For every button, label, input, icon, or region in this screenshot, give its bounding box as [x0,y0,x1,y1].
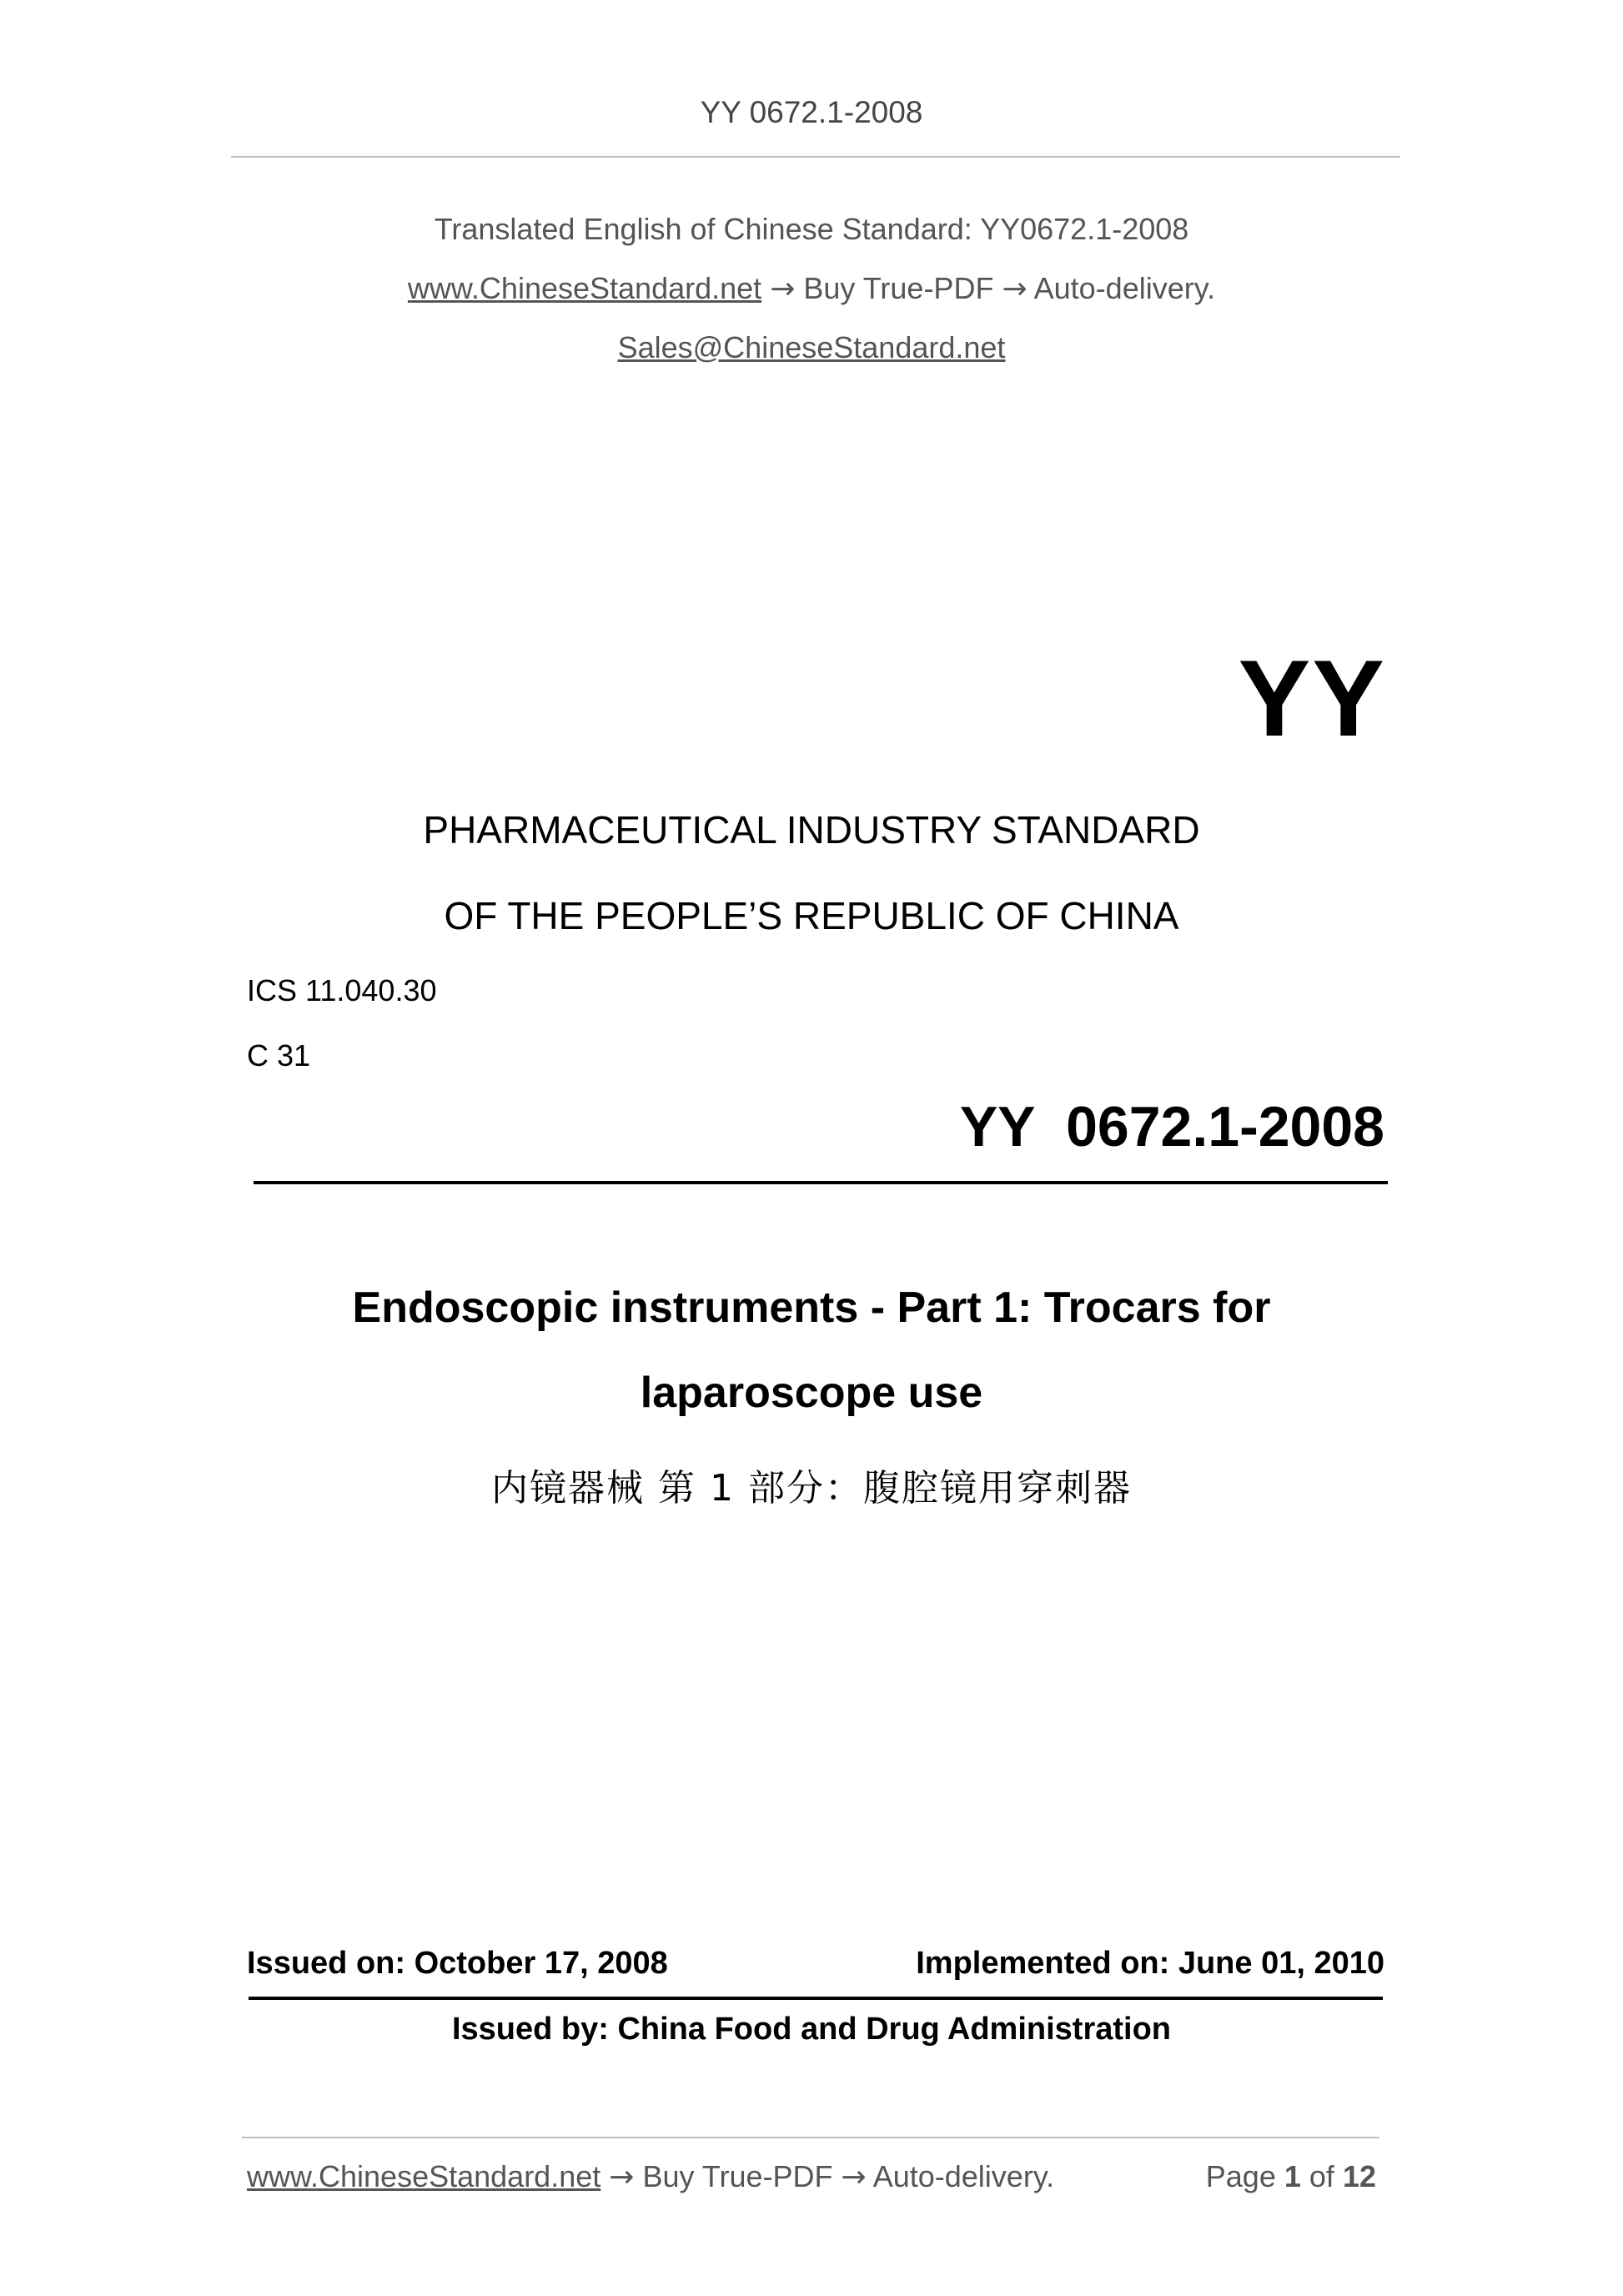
page-word: Page [1205,2159,1276,2193]
buy-text: Buy True-PDF [803,271,994,305]
ccs-code: C 31 [247,1038,311,1073]
document-title-line2: laparoscope use [640,1369,983,1417]
delivery-text: Auto-delivery. [1033,271,1216,305]
page-current: 1 [1284,2159,1301,2193]
running-header: YY 0672.1-2008 [700,95,923,129]
of-word: of [1309,2159,1334,2193]
standard-type-line2: OF THE PEOPLE’S REPUBLIC OF CHINA [444,894,1179,937]
promo-email-line [0,330,1623,365]
right-arrow-icon: → [609,2160,635,2194]
right-arrow-icon: → [1002,272,1028,306]
standard-type-line1: PHARMACEUTICAL INDUSTRY STANDARD [423,808,1200,852]
email-link[interactable]: Sales@ChineseStandard.net [617,330,1006,364]
footer-site-link[interactable]: www.ChineseStandard.net [247,2159,601,2193]
issued-date: Issued on: October 17, 2008 [247,1946,668,1981]
footer-delivery-text: Auto-delivery. [872,2159,1055,2193]
document-title-line1: Endoscopic instruments - Part 1: Trocars for [352,1284,1271,1332]
footer-buy-text: Buy True-PDF [642,2159,833,2193]
ics-code: ICS 11.040.30 [247,973,437,1007]
standard-code-mark: YY [1238,637,1386,759]
standard-number: YY 0672.1-2008 [959,1095,1384,1158]
page-indicator [1206,2159,1376,2194]
standard-number-rule [254,1181,1388,1184]
page-total: 12 [1342,2159,1376,2193]
issue-rule [249,1997,1383,2000]
issuing-authority: Issued by: China Food and Drug Administration [451,2012,1172,2047]
right-arrow-icon: → [841,2160,867,2194]
promo-translated-line: Translated English of Chinese Standard: YY0672.1-2008 [434,212,1189,246]
site-link[interactable]: www.ChineseStandard.net [407,271,762,305]
document-title-chinese: 内镜器械 第 1 部分：腹腔镜用穿刺器 [491,1467,1132,1510]
footer-divider [242,2137,1379,2138]
implemented-date: Implemented on: June 01, 2010 [916,1946,1384,1981]
footer-promo [247,2159,1054,2194]
header-divider [231,156,1400,158]
right-arrow-icon: → [770,272,796,306]
promo-buy-line [0,271,1623,306]
